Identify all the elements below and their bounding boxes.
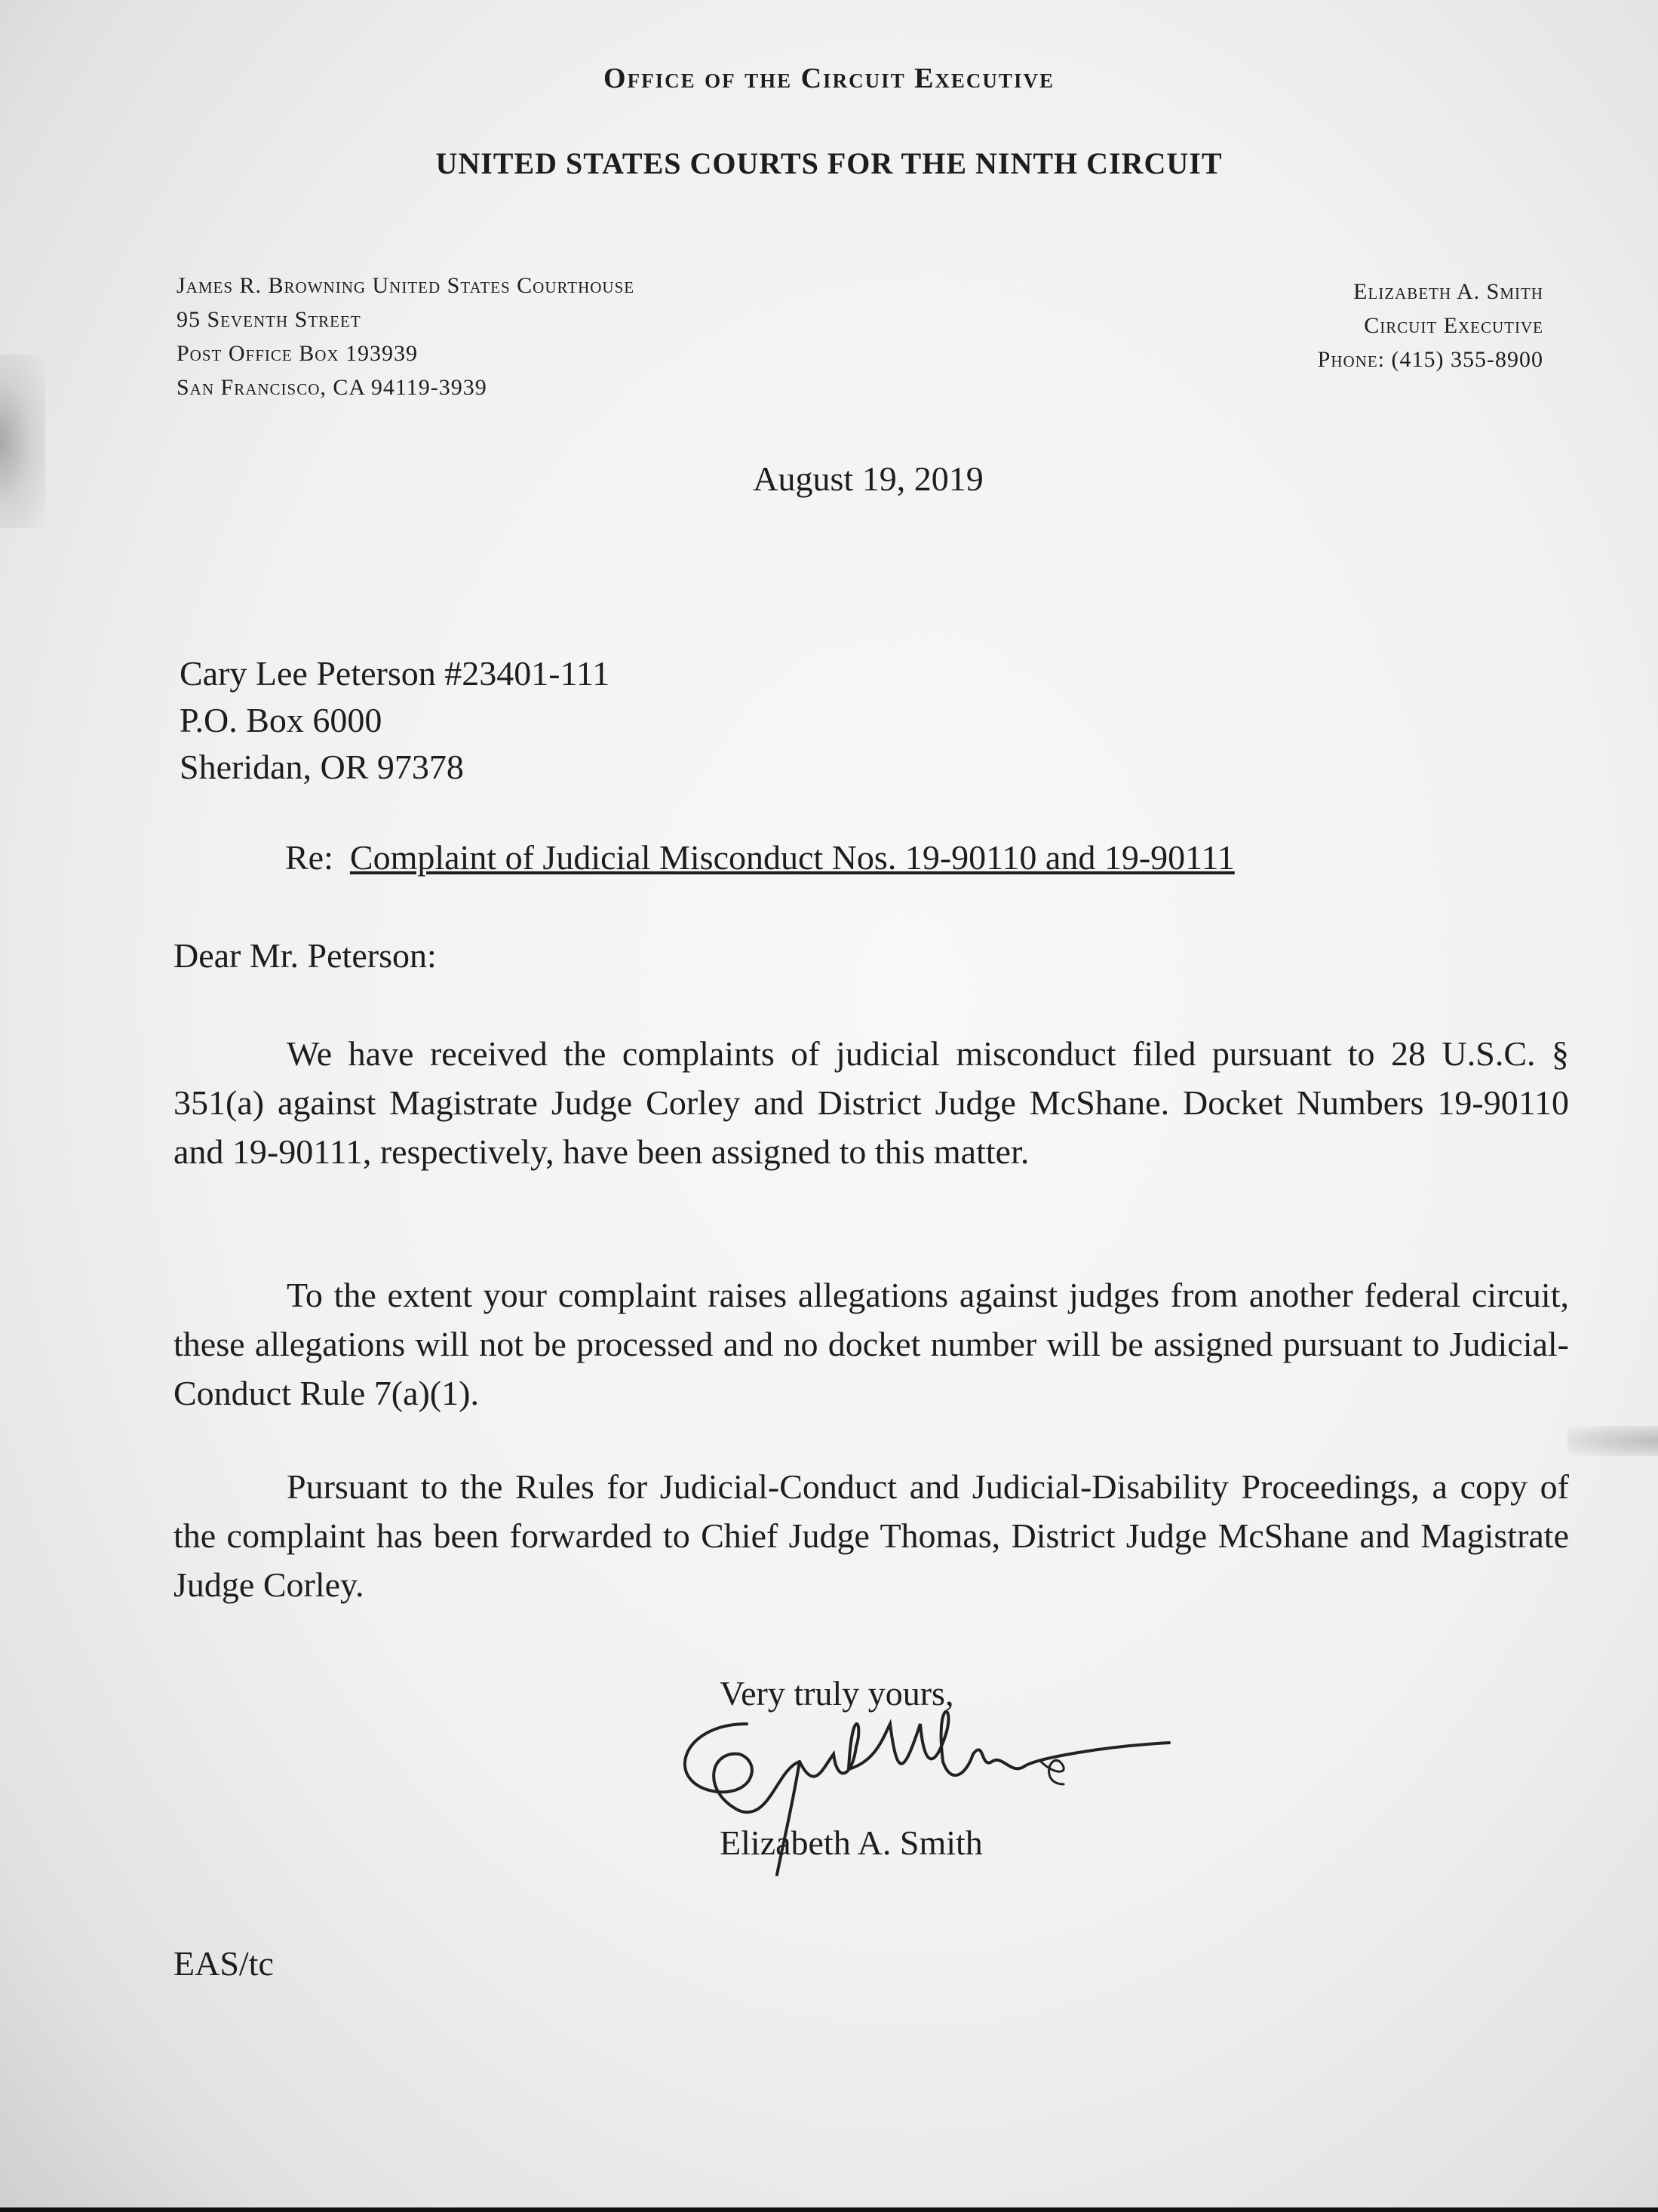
recipient-line: Sheridan, OR 97378 [180,748,464,786]
signer-name: Elizabeth A. Smith [720,1823,983,1862]
scan-edge [0,2207,1658,2212]
recipient-address [180,650,609,791]
executive-contact [1318,275,1543,376]
re-subject: Complaint of Judicial Misconduct Nos. 19-90110 and 19-90111 [349,838,1235,877]
letter-date: August 19, 2019 [753,459,984,498]
executive-title: Circuit Executive [1364,313,1543,338]
body-paragraph: We have received the complaints of judicial misconduct filed pursuant to 28 U.S.C. § 351(a) against Magistrate Judge Corley and District Judge McShane. Docket Numbers 19-90110 and 19-90111, respectively, have been assigned to this matter. [173,1034,1569,1171]
typist-initials: EAS/tc [173,1944,274,1983]
page-edge-shadow [1567,1426,1658,1456]
address-line: San Francisco, CA 94119-3939 [177,375,487,400]
executive-phone: Phone: (415) 355-8900 [1317,347,1543,372]
address-line: Post Office Box 193939 [177,341,419,366]
handwritten-signature [649,1679,1177,1905]
recipient-line: P.O. Box 6000 [180,701,382,739]
re-label: Re: [285,838,333,877]
closing: Very truly yours, [720,1674,954,1713]
salutation: Dear Mr. Peterson: [173,936,437,975]
body-paragraph: Pursuant to the Rules for Judicial-Conduct and Judicial-Disability Proceedings, a copy of the complaint has been forwarded to Chief Judge Thomas, District Judge McShane and Magistrate Judge Corley. [173,1467,1569,1604]
letterhead-court: UNITED STATES COURTS FOR THE NINTH CIRCUIT [435,146,1223,180]
address-line: James R. Browning United States Courthouse [177,273,635,298]
address-line: 95 Seventh Street [177,307,361,332]
letterhead-office: Office of the Circuit Executive [603,63,1055,94]
courthouse-address [177,269,634,404]
recipient-line: Cary Lee Peterson #23401-111 [180,654,610,693]
body-paragraph: To the extent your complaint raises allegations against judges from another federal circuit, these allegations will not be processed and no docket number will be assigned pursuant to Judicial-Conduct Rule 7(a)(1). [173,1276,1569,1412]
executive-name: Elizabeth A. Smith [1353,279,1543,304]
page-edge-shadow [0,355,45,528]
re-line [285,837,1235,877]
